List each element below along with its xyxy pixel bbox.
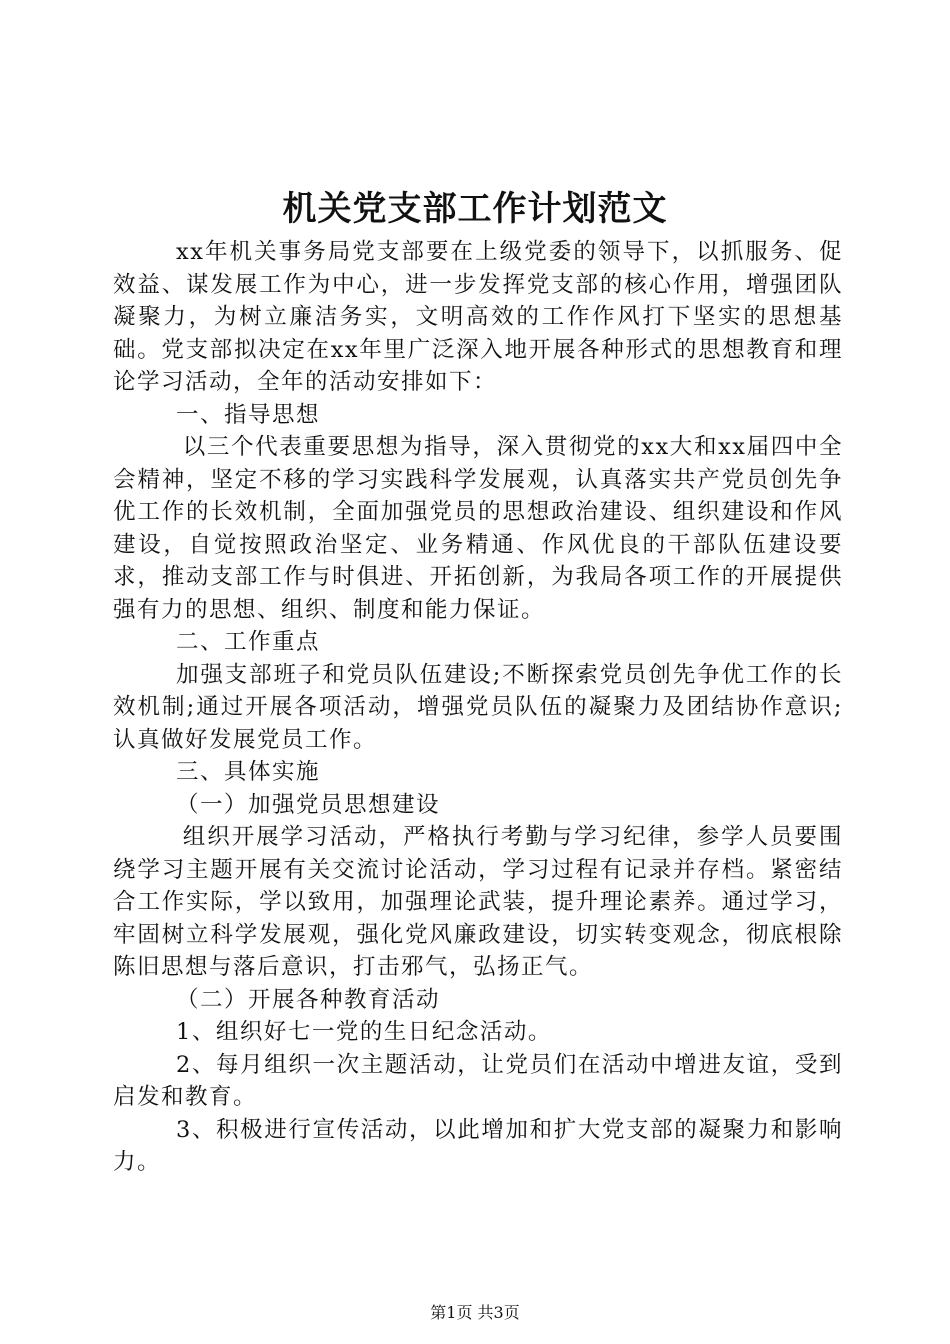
subheading-ideological-building: （一）加强党员思想建设 bbox=[176, 791, 441, 818]
list-item-2: 2、每月组织一次主题活动，让党员们在活动中增进友谊，受到启发和教育。 bbox=[113, 1051, 843, 1110]
paragraph-guiding-ideology: 以三个代表重要思想为指导，深入贯彻党的xx大和xx届四中全会精神，坚定不移的学习实践科学发展观，认真落实共产党员创先争优工作的长效机制，全面加强党员的思想政治建设、组织建设和作风建设，自觉按照政治坚定、业务精通、作风优良的干部队伍建设要求，推动支部工作与时俱进、开拓创新，为我局各项工作的开展提供强有力的思想、组织、制度和能力保证。 bbox=[113, 434, 843, 623]
list-item-1: 1、组织好七一党的生日纪念活动。 bbox=[176, 1019, 552, 1045]
document-title: 机关党支部工作计划范文 bbox=[282, 189, 668, 229]
paragraph-work-focus: 加强支部班子和党员队伍建设;不断探索党员创先争优工作的长效机制;通过开展各项活动，增强党员队伍的凝聚力及团结协作意识;认真做好发展党员工作。 bbox=[113, 661, 843, 753]
subheading-education-activities: （二）开展各种教育活动 bbox=[176, 986, 441, 1013]
list-item-3: 3、积极进行宣传活动，以此增加和扩大党支部的凝聚力和影响力。 bbox=[113, 1116, 843, 1175]
section-heading-implementation: 三、具体实施 bbox=[176, 759, 321, 785]
intro-paragraph: xx年机关事务局党支部要在上级党委的领导下，以抓服务、促效益、谋发展工作为中心，进一步发挥党支部的核心作用，增强团队凝聚力，为树立廉洁务实，文明高效的工作作风打下坚实的思想基础。党支部拟决定在xx年里广泛深入地开展各种形式的思想教育和理论学习活动，全年的活动安排如下： bbox=[113, 239, 843, 395]
section-heading-guiding-ideology: 一、指导思想 bbox=[176, 401, 321, 428]
document-body bbox=[113, 236, 843, 1179]
paragraph-ideological-building: 组织开展学习活动，严格执行考勤与学习纪律，参学人员要围绕学习主题开展有关交流讨论活动，学习过程有记录并存档。紧密结合工作实际，学以致用，加强理论武装，提升理论素养。通过学习，牢固树立科学发展观，强化党风廉政建设，切实转变观念，彻底根除陈旧思想与落后意识，打击邪气，弘扬正气。 bbox=[113, 824, 843, 980]
section-heading-work-focus: 二、工作重点 bbox=[176, 629, 321, 655]
page-footer: 第1页 共3页 bbox=[430, 1303, 520, 1322]
